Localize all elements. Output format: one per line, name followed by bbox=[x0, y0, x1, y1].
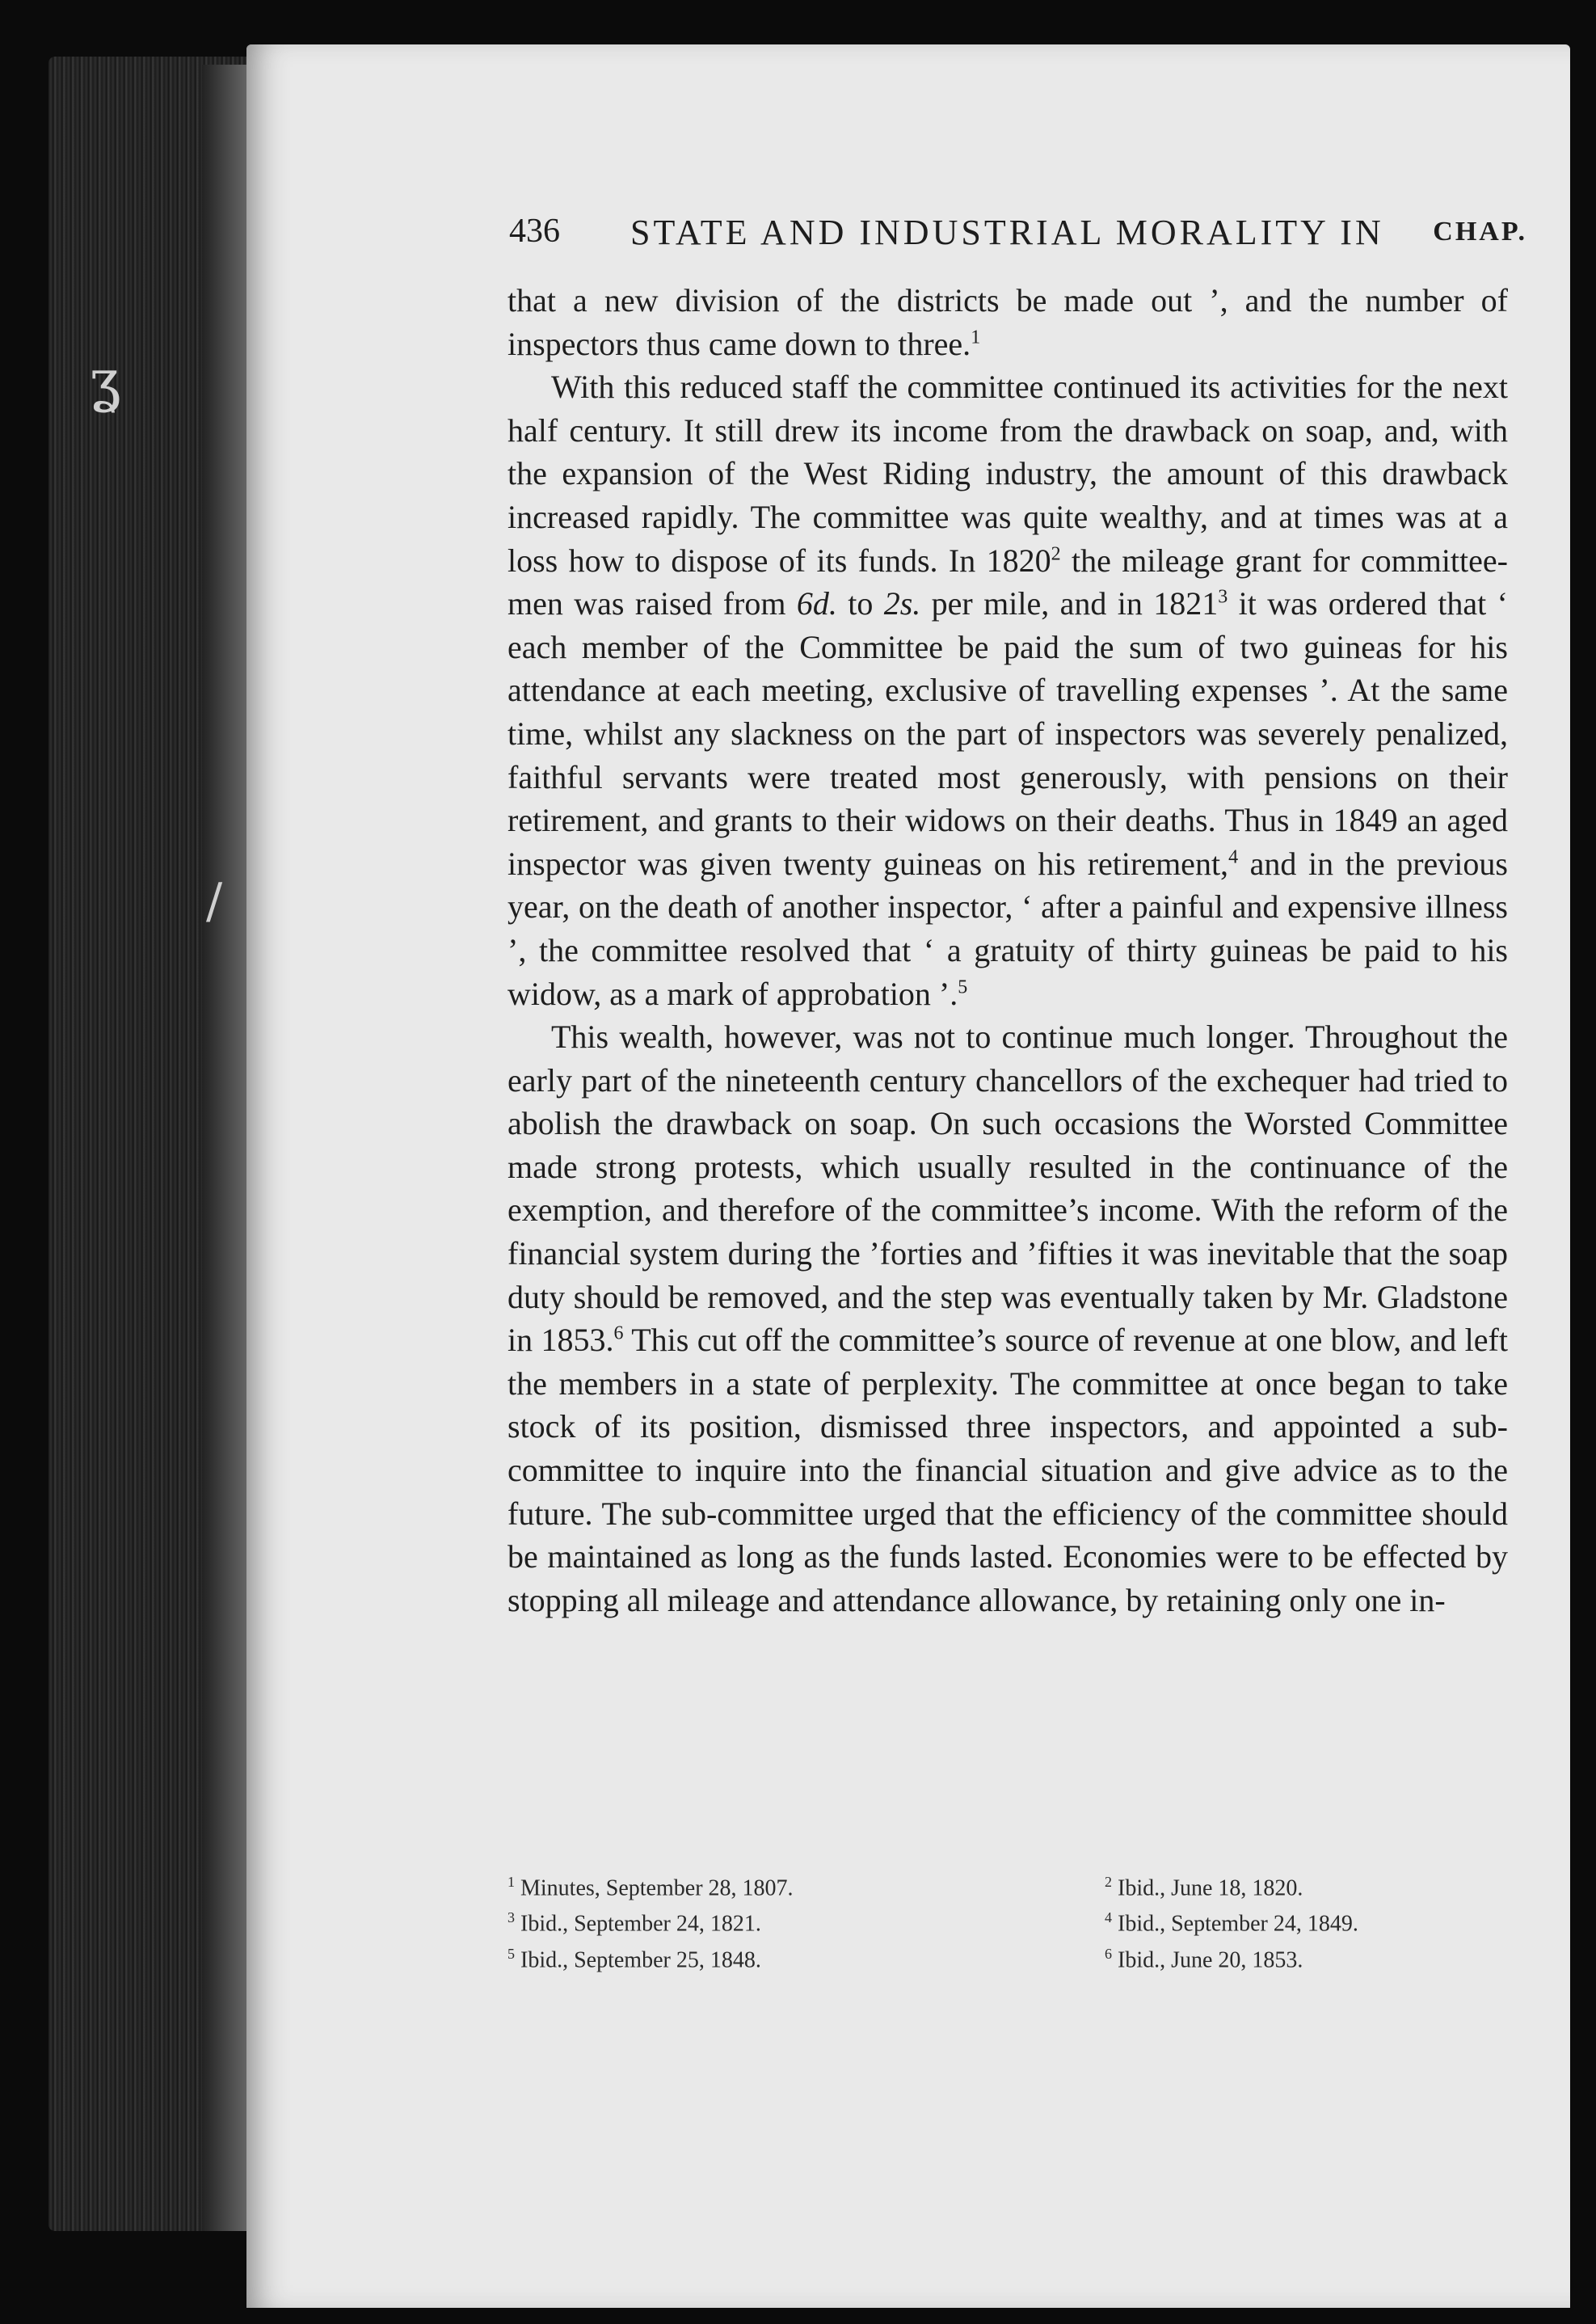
chapter-label: CHAP. bbox=[1433, 217, 1527, 247]
footnote-number: 1 bbox=[507, 1874, 515, 1890]
footnote-ref: 2 bbox=[1051, 543, 1061, 565]
footnote-number: 5 bbox=[507, 1945, 515, 1962]
paragraph-2-text-a: With this reduced staff the committee continued its activities for the next half century. It still drew its income from the drawback on soap, and, with the expansion of the West Riding industry, the amount of this drawback increased rapidly. The committee was quite wealthy, and at times was at a loss how to dispose of its funds. In 1820 bbox=[507, 369, 1508, 579]
footnote-text: Ibid., September 25, 1848. bbox=[520, 1947, 761, 1972]
footnote-text: Ibid., September 24, 1849. bbox=[1118, 1911, 1358, 1937]
running-title: STATE AND INDUSTRIAL MORALITY IN bbox=[630, 213, 1384, 252]
currency-pence: 6d. bbox=[796, 585, 837, 622]
body-text bbox=[507, 279, 1508, 1622]
footnote-ref: 4 bbox=[1228, 846, 1239, 868]
paragraph-2 bbox=[507, 365, 1508, 1015]
footnote-number: 2 bbox=[1105, 1874, 1112, 1890]
footnotes bbox=[507, 1867, 1508, 1975]
footnote-text: Minutes, September 28, 1807. bbox=[520, 1875, 794, 1901]
footnote-text: Ibid., June 20, 1853. bbox=[1118, 1947, 1303, 1972]
paragraph-1-text: that a new division of the districts be made out ’, and the number of inspectors thus came down to three. bbox=[507, 282, 1508, 362]
footnote-row bbox=[507, 1867, 1508, 1903]
footnote-row bbox=[507, 1903, 1508, 1938]
footnote-ref: 5 bbox=[958, 976, 968, 998]
margin-scribble: ʓ bbox=[89, 348, 121, 414]
footnote-text: Ibid., June 18, 1820. bbox=[1118, 1875, 1303, 1901]
paragraph-2-text-f: and in the previous year, on the death of another inspector, ‘ after a painful and expensive illness ’, the committee resolved that ‘ a gratuity of thirty guineas be paid to his widow, as a mark of approbation ’. bbox=[507, 845, 1508, 1012]
paragraph-3 bbox=[507, 1015, 1508, 1622]
footnote-number: 6 bbox=[1105, 1945, 1112, 1962]
footnote-1 bbox=[507, 1867, 1008, 1903]
paragraph-3-text-b: This cut off the committee’s source of revenue at one blow, and left the members in a state of perplexity. The committee at once began to take stock of its position, dismissed three inspectors, and appointed a sub-committee to inquire into the financial situation and give advice as to the future. The sub-committee urged that the efficiency of the committee should be maintained as long as the funds lasted. Economies were to be effected by stopping all mileage and attendance allowance, by retaining only one in- bbox=[507, 1322, 1508, 1618]
footnote-6 bbox=[1008, 1939, 1508, 1975]
currency-shillings: 2s. bbox=[883, 585, 921, 622]
footnote-ref: 3 bbox=[1218, 586, 1228, 608]
paragraph-2-text-d: per mile, and in 1821 bbox=[920, 585, 1219, 622]
footnote-number: 3 bbox=[507, 1909, 515, 1926]
footnote-ref: 1 bbox=[971, 327, 981, 348]
footnote-3 bbox=[507, 1903, 1008, 1938]
page-number: 436 bbox=[509, 213, 560, 250]
footnote-4 bbox=[1008, 1903, 1508, 1938]
footnote-ref: 6 bbox=[613, 1322, 624, 1344]
paragraph-2-text-c: to bbox=[836, 585, 884, 622]
paragraph-3-text-a: This wealth, however, was not to continue much longer. Throughout the early part of the nineteenth century chancellors of the exchequer had tried to abolish the drawback on soap. On such occasions the Worsted Committee made strong protests, which usually resulted in the continuance of the exemption, and therefore of the committee’s income. With the reform of the financial system during the ’forties and ’fifties it was inevitable that the soap duty should be removed, and the step was eventually taken by Mr. Gladstone in 1853. bbox=[507, 1019, 1508, 1359]
footnote-5 bbox=[507, 1939, 1008, 1975]
running-header bbox=[509, 212, 1527, 260]
paragraph-1 bbox=[507, 279, 1508, 365]
footnote-2 bbox=[1008, 1867, 1508, 1903]
footnote-text: Ibid., September 24, 1821. bbox=[520, 1911, 761, 1937]
footnote-number: 4 bbox=[1105, 1909, 1112, 1926]
margin-mark: / bbox=[206, 873, 223, 930]
footnote-row bbox=[507, 1939, 1508, 1975]
paragraph-2-text-e: it was ordered that ‘ each member of the Committee be paid the sum of two guineas for his attendance at each meeting, exclusive of travelling expenses ’. At the same time, whilst any slackness on the part of inspectors was severely penalized, faithful servants were treated most generously, with pensions on their retirement, and grants to their widows on their deaths. Thus in 1849 an aged inspector was given twenty guineas on his retirement, bbox=[507, 585, 1508, 882]
paragraph-2-text-b: the mileage grant for committee-men was raised from bbox=[507, 542, 1508, 622]
